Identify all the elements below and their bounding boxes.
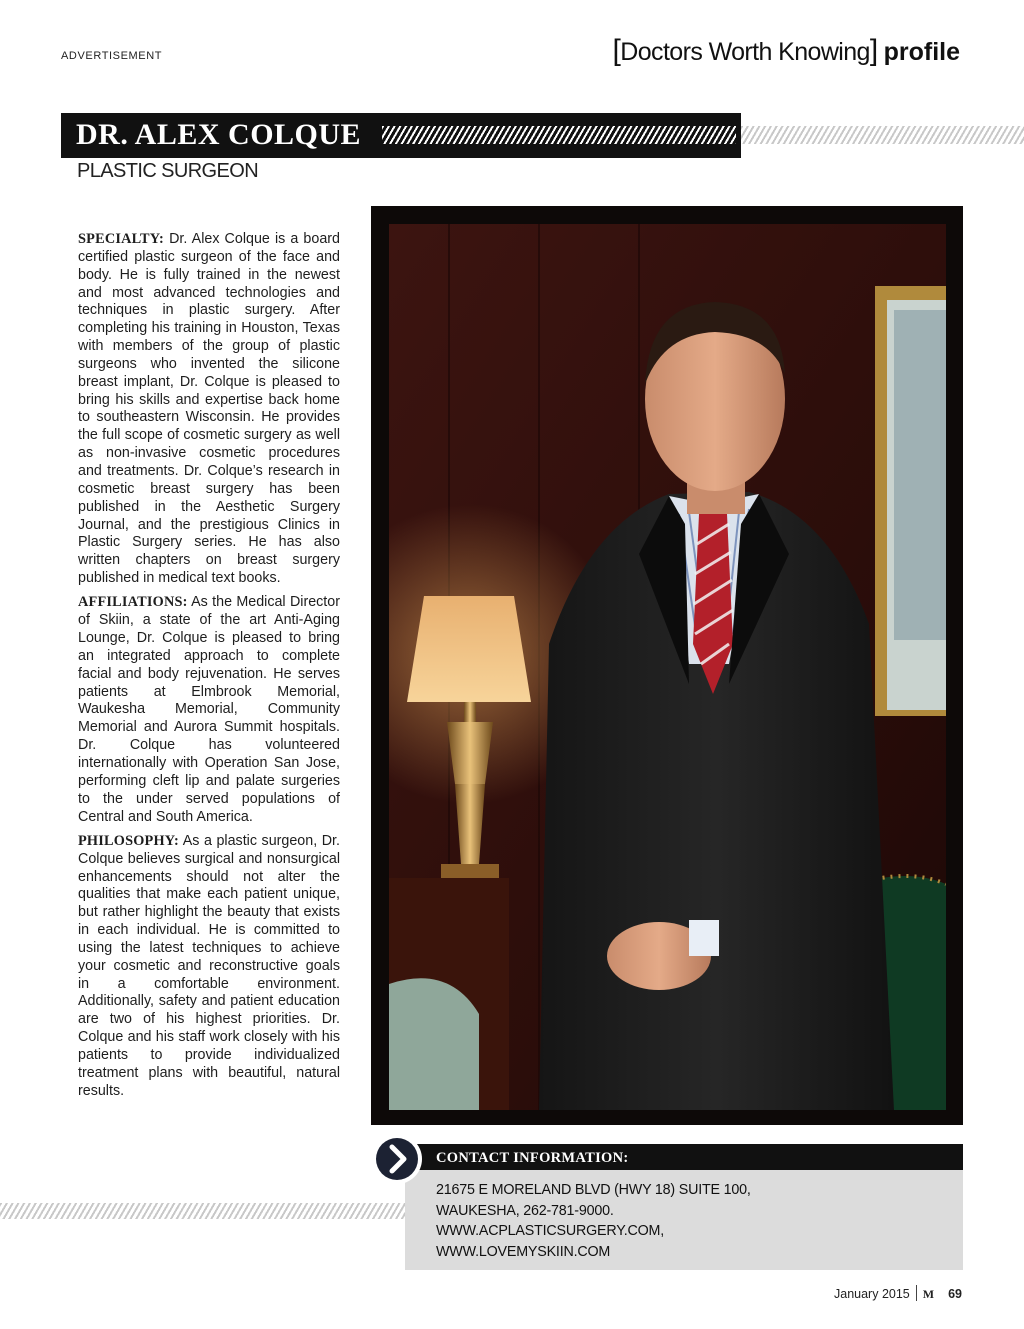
affiliations-text: As the Medical Director of Skiin, a state of the art Anti-Aging Lounge, Dr. Colque is pleased to bring an integrated approach to complete facial and body rejuvenation. He serves patients at Elmbrook Memorial, Waukesha Memorial, Community Memorial and Aurora Summit hospitals. Dr. Colque has volunteered internationally with Operation San Jose, performing cleft lip and palate surgeries to the under served populations of Central and South America. xyxy=(78,594,340,825)
doctor-portrait-photo xyxy=(389,224,946,1110)
specialty-paragraph xyxy=(78,231,340,588)
contact-website-link[interactable]: WWW.ACPLASTICSURGERY.COM, xyxy=(436,1223,665,1240)
doctor-title: PLASTIC SURGEON xyxy=(77,160,259,182)
contact-website-link-2[interactable]: WWW.LOVEMYSKIIN.COM xyxy=(436,1243,611,1260)
philosophy-paragraph xyxy=(78,833,340,1101)
contact-city-phone-line: WAUKESHA, 262-781-9000. xyxy=(436,1202,614,1219)
series-tag: profile xyxy=(883,38,960,66)
contact-details xyxy=(436,1180,751,1262)
page-number: 69 xyxy=(948,1287,962,1301)
specialty-text: Dr. Alex Colque is a board certified plastic surgeon of the face and body. He is fully trained in the newest and most advanced technologies and techniques in plastic surgery. After completing his training in Houston, Texas with members of the group of plastic surgeons who invented the silicone breast implant, Dr. Colque is pleased to bring his skills and expertise back home to southeastern Wisconsin. He provides the full scope of cosmetic surgery as well as non-invasive cosmetic procedures and treatments. Dr. Colque’s research in cosmetic breast surgery has been published in the Aesthetic Surgery Journal, and the prestigious Clinics in Plastic Surgery series. He has also written chapters on breast surgery published in medical text books. xyxy=(78,231,340,587)
series-title: Doctors Worth Knowing xyxy=(620,38,870,66)
profile-text-column xyxy=(78,231,340,1107)
bracket-close: ] xyxy=(869,34,878,67)
magazine-logo: M xyxy=(922,1287,935,1301)
specialty-label: SPECIALTY: xyxy=(78,231,164,247)
advertisement-label: ADVERTISEMENT xyxy=(61,50,163,62)
series-header xyxy=(613,34,960,68)
philosophy-label: PHILOSOPHY: xyxy=(78,832,179,849)
hatch-stripe-light xyxy=(741,126,1024,144)
affiliations-label: AFFILIATIONS: xyxy=(78,594,188,611)
bracket-open: [ xyxy=(612,34,621,67)
issue-date: January 2015 xyxy=(834,1287,910,1301)
affiliations-paragraph xyxy=(78,594,340,826)
footer-divider xyxy=(916,1285,917,1301)
philosophy-text: As a plastic surgeon, Dr. Colque believes surgical and nonsurgical enhancements should not alter the qualities that make each patient unique, but rather highlight the beauty that exists in each individual. He is committed to using the latest techniques to achieve your cosmetic and reconstructive goals in a comfortable environment. Additionally, safety and patient education are two of his highest priorities. Dr. Colque and his staff work closely with his patients to provide individualized treatment plans with beautiful, natural results. xyxy=(78,832,340,1099)
contact-address-line: 21675 E MORELAND BLVD (HWY 18) SUITE 100, xyxy=(436,1182,751,1198)
contact-heading: CONTACT INFORMATION: xyxy=(436,1150,629,1166)
hatch-stripe-dark xyxy=(382,126,736,144)
doctor-name: DR. ALEX COLQUE xyxy=(76,118,362,151)
hatch-stripe-bottom xyxy=(0,1203,405,1219)
chevron-right-icon xyxy=(376,1138,418,1180)
page-footer xyxy=(834,1285,962,1302)
